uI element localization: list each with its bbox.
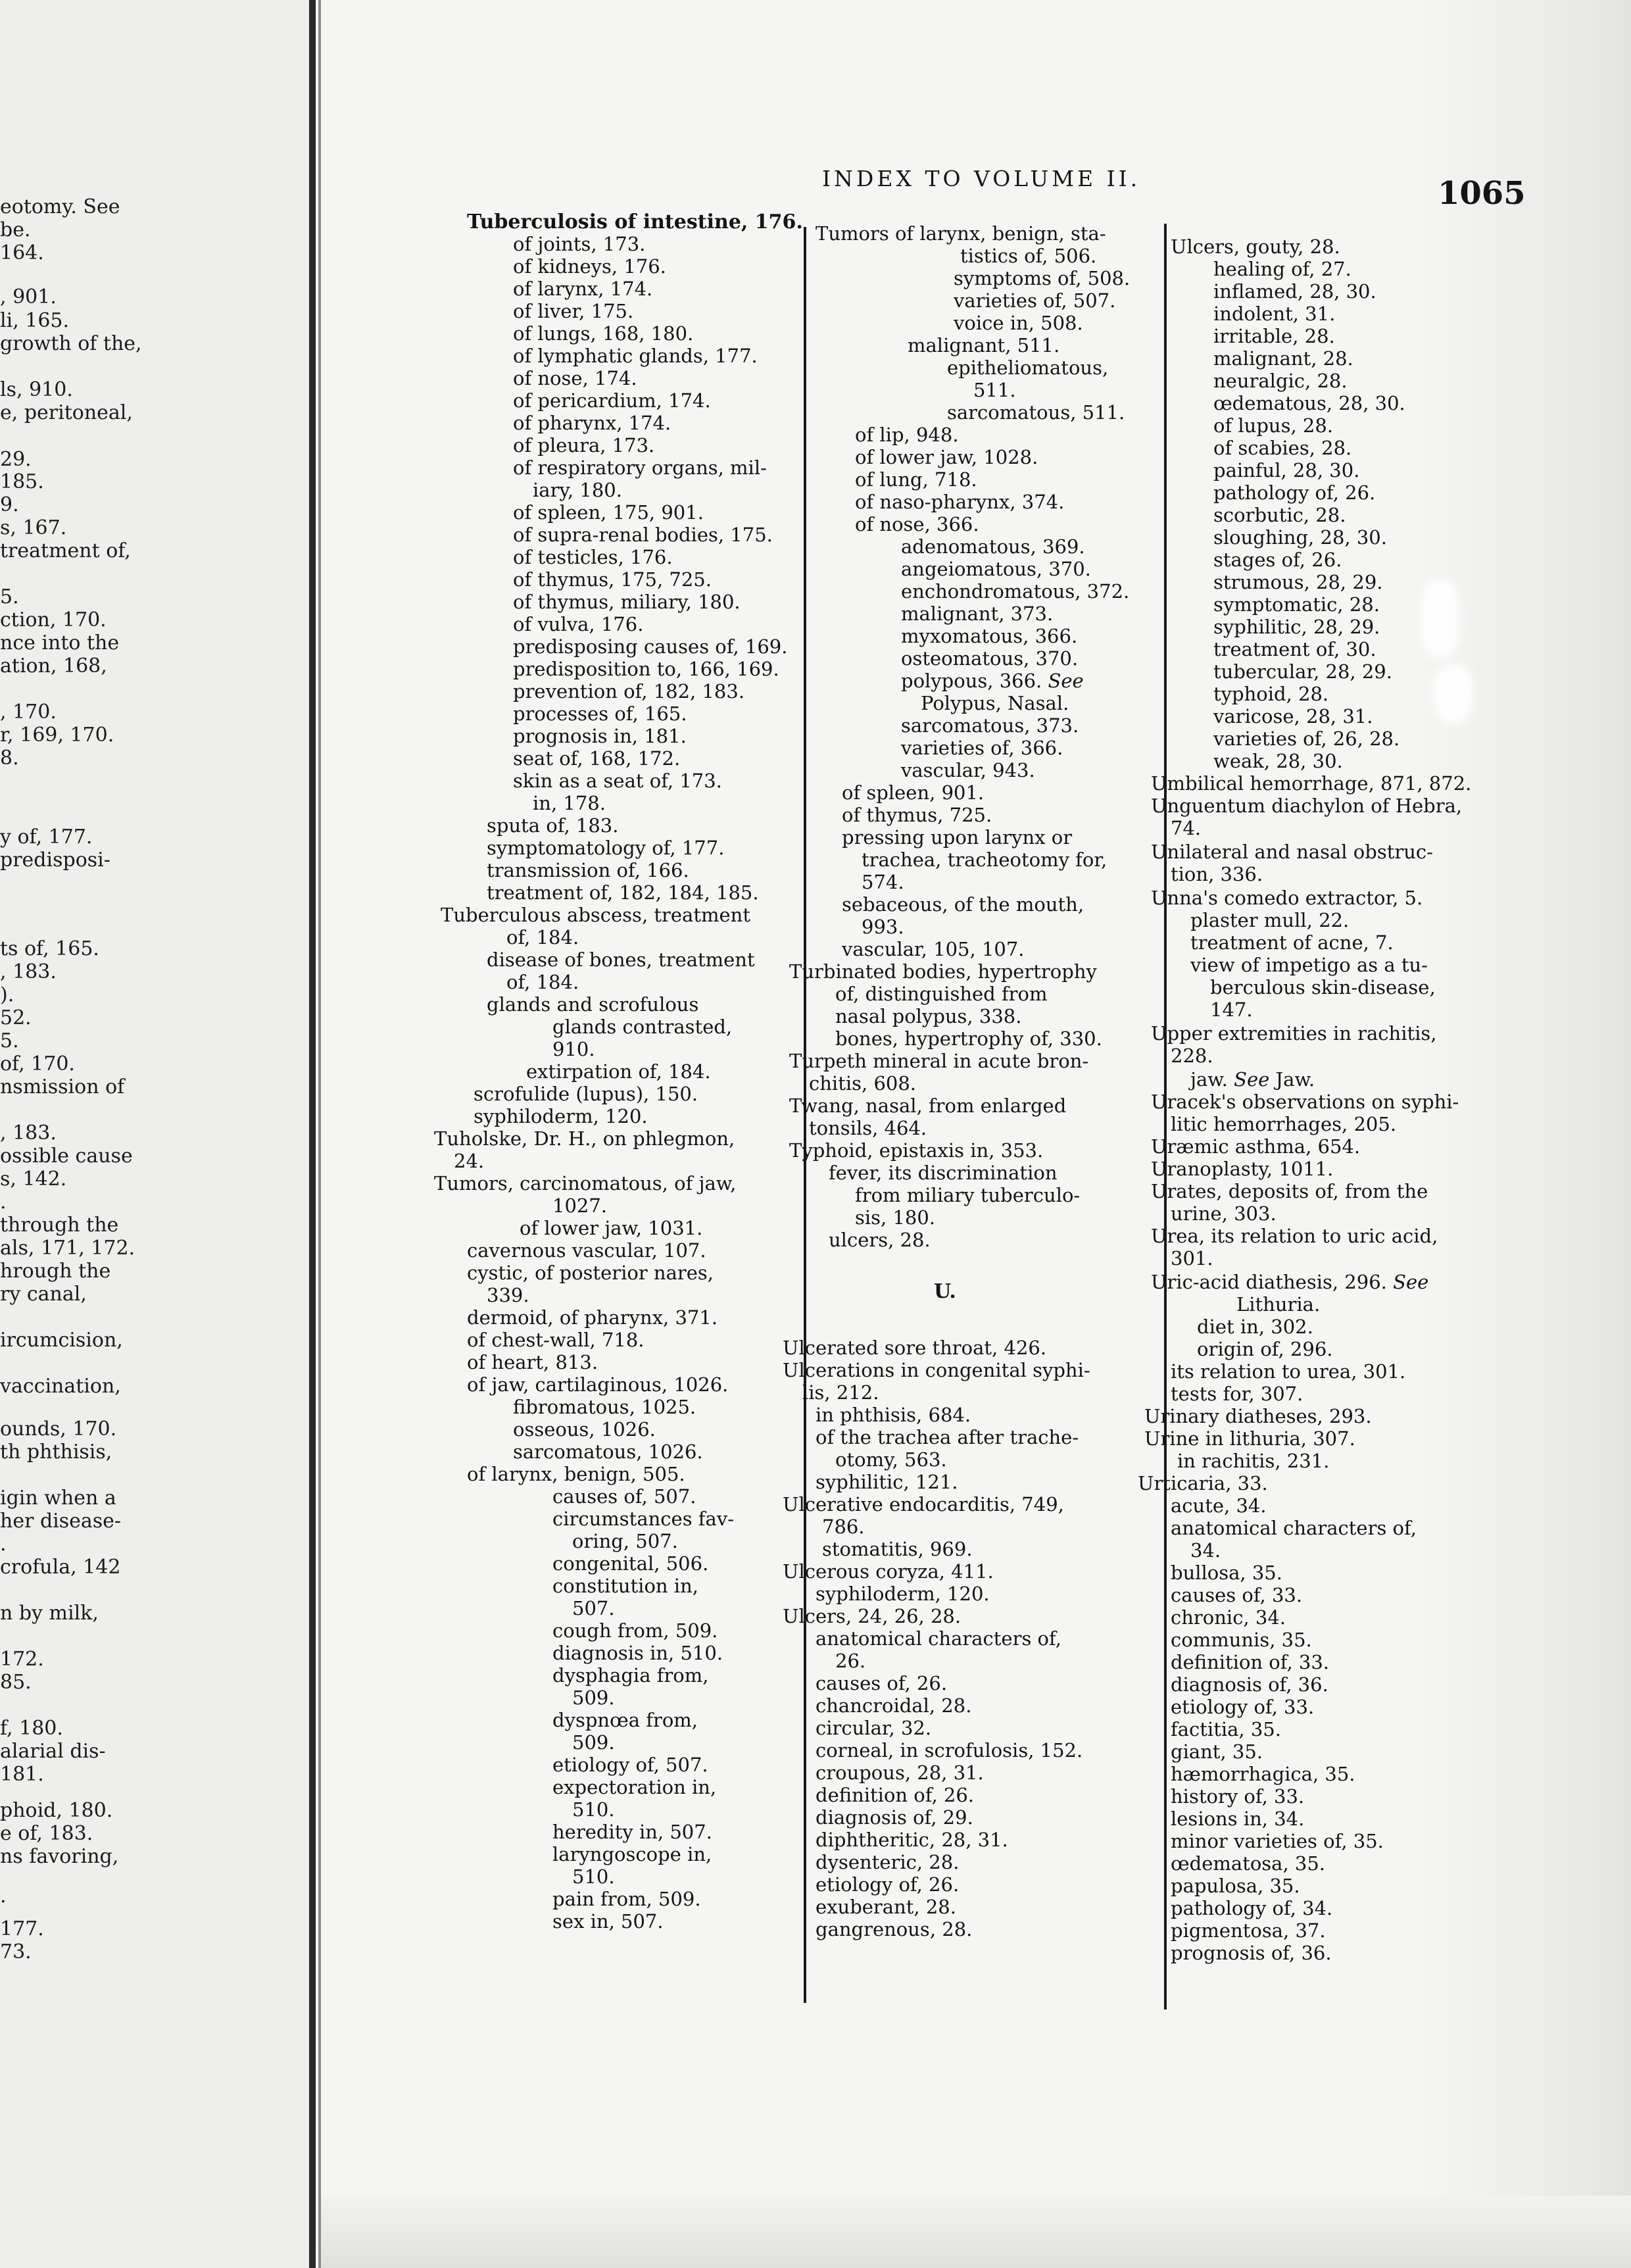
index-entry: pressing upon larynx or [842,826,1073,849]
facing-page-text: growth of the, [0,332,142,355]
index-entry: fever, its discrimination [829,1162,1058,1184]
index-entry: dysenteric, 28. [816,1851,960,1873]
index-entry: in, 178. [533,792,606,814]
index-entry: painful, 28, 30. [1213,459,1360,481]
index-entry: view of impetigo as a tu- [1190,954,1428,976]
index-entry: of supra-renal bodies, 175. [513,524,773,546]
facing-page-text: 52. [0,1006,32,1029]
facing-page-text: ounds, 170. [0,1418,117,1441]
index-entry: its relation to urea, 301. [1171,1360,1406,1383]
index-entry: history of, 33. [1171,1785,1305,1808]
index-entry: of lip, 948. [855,424,959,446]
index-entry: of liver, 175. [513,300,634,322]
facing-page-text: , 183. [0,960,57,983]
index-entry: sarcomatous, 511. [947,401,1125,424]
index-entry: anatomical characters of, [1171,1517,1417,1539]
index-entry: Upper extremities in rachitis, [1151,1022,1437,1045]
index-entry: 510. [572,1865,615,1888]
index-entry: giant, 35. [1171,1740,1263,1763]
facing-page-text: ls, 910. [0,378,73,401]
facing-page-text: 5. [0,1029,19,1052]
facing-page-text: ircumcision, [0,1329,123,1352]
index-entry: syphiloderm, 120. [474,1105,648,1127]
index-entry: treatment of, 30. [1213,638,1376,660]
column-rule-2 [1164,224,1167,2009]
index-entry: factitia, 35. [1171,1718,1281,1740]
index-entry: strumous, 28, 29. [1213,571,1383,593]
section-letter-heading: U. [934,1280,956,1303]
index-entry: varieties of, 366. [901,737,1063,759]
index-entry: dysphagia from, [552,1664,709,1687]
index-entry: seat of, 168, 172. [513,747,681,770]
facing-page-fragment [0,0,309,2268]
index-entry: Ulcerous coryza, 411. [783,1560,994,1583]
index-entry: of, distinguished from [835,983,1048,1005]
index-entry: sex in, 507. [552,1910,664,1933]
facing-page-text: of, 170. [0,1052,75,1075]
index-entry: processes of, 165. [513,703,687,725]
facing-page-text: ry canal, [0,1283,87,1306]
index-entry: Uræmic asthma, 654. [1151,1135,1361,1158]
index-entry: minor varieties of, 35. [1171,1830,1384,1852]
index-entry: of naso-pharynx, 374. [855,491,1065,513]
facing-page-text: . [0,1885,7,1908]
index-entry: sarcomatous, 1026. [513,1441,703,1463]
index-entry: chancroidal, 28. [816,1694,972,1717]
facing-page-text: th phthisis, [0,1441,112,1464]
index-entry: of pleura, 173. [513,434,655,456]
index-entry: prevention of, 182, 183. [513,680,745,703]
index-entry: osteomatous, 370. [901,647,1079,670]
page-gutter-shadow [309,0,316,2268]
index-entry: of vulva, 176. [513,613,644,635]
index-entry: of joints, 173. [513,233,646,255]
index-entry: constitution in, [552,1575,698,1597]
index-entry: of lungs, 168, 180. [513,322,694,345]
index-entry: of pharynx, 174. [513,412,671,434]
facing-page-text: f, 180. [0,1717,63,1740]
facing-page-text: phoid, 180. [0,1799,113,1822]
index-entry: inflamed, 28, 30. [1213,280,1376,303]
index-entry: varieties of, 507. [954,289,1116,312]
paper-damage-mark [1421,579,1460,658]
running-header: INDEX TO VOLUME II. [822,166,1141,191]
index-entry: pathology of, 26. [1213,481,1376,504]
index-entry: Turpeth mineral in acute bron- [789,1050,1089,1072]
index-entry: 910. [552,1038,595,1060]
index-entry: of heart, 813. [467,1351,598,1373]
index-entry: 507. [572,1597,615,1619]
index-entry: sarcomatous, 373. [901,714,1079,737]
facing-page-text: nsmission of [0,1075,125,1098]
index-entry: treatment of, 182, 184, 185. [487,881,759,904]
index-entry: of jaw, cartilaginous, 1026. [467,1373,729,1396]
facing-page-text: ts of, 165. [0,937,99,960]
facing-page-text: through the [0,1214,119,1237]
index-entry: transmission of, 166. [487,859,689,881]
index-entry: trachea, tracheotomy for, [862,849,1108,871]
index-entry: sputa of, 183. [487,814,619,837]
facing-page-text: , 901. [0,285,57,308]
index-entry: sloughing, 28, 30. [1213,526,1387,549]
facing-page-text: 5. [0,585,19,608]
facing-page-text: , 183. [0,1122,57,1145]
index-entry: 228. [1171,1045,1213,1067]
index-entry: of larynx, benign, 505. [467,1463,685,1485]
index-entry: chitis, 608. [809,1072,917,1095]
index-entry: berculous skin-disease, [1210,976,1436,998]
index-entry: of thymus, 175, 725. [513,568,712,591]
facing-page-text: s, 142. [0,1168,67,1191]
index-entry: stomatitis, 969. [822,1538,973,1560]
index-entry: Ulcerations in congenital syphi- [783,1359,1090,1381]
facing-page-text: alarial dis- [0,1740,106,1763]
index-entry: vascular, 943. [901,759,1035,781]
index-entry: Uranoplasty, 1011. [1151,1158,1334,1180]
index-entry: of pericardium, 174. [513,389,711,412]
facing-page-text: n by milk, [0,1602,99,1625]
index-entry: Unna's comedo extractor, 5. [1151,887,1423,909]
index-entry: Tuberculous abscess, treatment [441,904,750,926]
index-entry: symptomatology of, 177. [487,837,725,859]
index-entry: of lupus, 28. [1213,414,1334,437]
index-entry: Twang, nasal, from enlarged [789,1095,1067,1117]
facing-page-text: . [0,1533,7,1556]
index-entry: in phthisis, 684. [816,1404,971,1426]
index-entry: varicose, 28, 31. [1213,705,1373,727]
index-entry: urine, 303. [1171,1202,1277,1225]
index-entry: œdematosa, 35. [1171,1852,1326,1875]
index-entry: tion, 336. [1171,863,1263,885]
facing-page-text: treatment of, [0,539,131,562]
index-entry: etiology of, 507. [552,1754,708,1776]
index-entry: sebaceous, of the mouth, [842,893,1084,916]
index-entry: Typhoid, epistaxis in, 353. [789,1139,1044,1162]
index-entry: pain from, 509. [552,1888,701,1910]
facing-page-text: ossible cause [0,1145,133,1168]
index-entry: 34. [1190,1539,1221,1562]
index-entry: Unguentum diachylon of Hebra, [1151,795,1463,817]
index-entry: Urticaria, 33. [1138,1472,1268,1494]
facing-page-text: ction, 170. [0,608,107,631]
index-entry: of nose, 174. [513,367,637,389]
facing-page-text: crofula, 142 [0,1556,121,1579]
index-entry: of larynx, 174. [513,278,653,300]
facing-page-text: igin when a [0,1487,116,1510]
index-entry: nasal polypus, 338. [835,1005,1022,1027]
index-entry: of, 184. [506,926,579,949]
index-entry: Umbilical hemorrhage, 871, 872. [1151,772,1472,795]
page-bottom-margin [321,2196,1631,2268]
index-entry: of lymphatic glands, 177. [513,345,758,367]
index-entry: scorbutic, 28. [1213,504,1346,526]
index-entry: polypous, 366. See [901,670,1084,692]
facing-page-text: ation, 168, [0,654,107,678]
index-entry: scrofulide (lupus), 150. [474,1083,698,1105]
index-entry: skin as a seat of, 173. [513,770,722,792]
index-entry: from miliary tuberculo- [855,1184,1081,1206]
index-entry: 301. [1171,1247,1213,1270]
index-entry: irritable, 28. [1213,325,1335,347]
index-entry: Uric-acid diathesis, 296. See [1151,1271,1429,1293]
index-entry: tonsils, 464. [809,1117,927,1139]
index-entry: pigmentosa, 37. [1171,1919,1326,1942]
index-entry: corneal, in scrofulosis, 152. [816,1739,1083,1762]
index-entry: croupous, 28, 31. [816,1762,984,1784]
index-entry: 74. [1171,817,1202,839]
index-entry: 339. [487,1284,529,1306]
facing-page-text: li, 165. [0,309,70,332]
facing-page-text: 73. [0,1940,32,1963]
facing-page-text: , 170. [0,701,57,724]
index-entry: 1027. [552,1195,608,1217]
index-entry: Ulcerated sore throat, 426. [783,1337,1047,1359]
index-entry: of respiratory organs, mil- [513,456,767,479]
facing-page-text: 177. [0,1917,44,1940]
index-entry: definition of, 33. [1171,1651,1330,1673]
facing-page-text: e of, 183. [0,1822,93,1845]
index-entry: cystic, of posterior nares, [467,1262,714,1284]
index-entry: Unilateral and nasal obstruc- [1151,841,1433,863]
facing-page-text: 29. [0,448,32,471]
index-entry: of kidneys, 176. [513,255,666,278]
index-entry: lis, 212. [802,1381,879,1404]
facing-page-text: 181. [0,1763,44,1786]
facing-page-text: r, 169, 170. [0,724,114,747]
index-entry: predisposing causes of, 169. [513,635,788,658]
facing-page-text: her disease- [0,1510,122,1533]
index-entry: chronic, 34. [1171,1606,1286,1629]
index-entry: tistics of, 506. [960,245,1097,267]
index-entry: circumstances fav- [552,1508,735,1530]
index-entry: otomy, 563. [835,1448,947,1471]
index-entry: bullosa, 35. [1171,1562,1282,1584]
index-entry: sis, 180. [855,1206,936,1229]
facing-page-text: ns favoring, [0,1845,119,1868]
index-entry: Urea, its relation to uric acid, [1151,1225,1438,1247]
index-entry: Tumors of larynx, benign, sta- [816,222,1106,245]
facing-page-text: vaccination, [0,1375,121,1398]
index-entry: enchondromatous, 372. [901,580,1130,603]
index-entry: dyspnœa from, [552,1709,698,1731]
index-entry: cavernous vascular, 107. [467,1239,706,1262]
facing-page-text: hrough the [0,1260,111,1283]
index-entry: 147. [1210,998,1253,1021]
facing-page-text: y of, 177. [0,826,93,849]
facing-page-text: 9. [0,493,19,516]
index-entry: 511. [973,379,1016,401]
page-number: 1065 [1438,175,1526,212]
index-entry: of chest-wall, 718. [467,1329,645,1351]
index-entry: plaster mull, 22. [1190,909,1350,931]
index-entry: healing of, 27. [1213,258,1351,280]
facing-page-text: predisposi- [0,849,110,872]
facing-page-text: eotomy. See [0,195,120,218]
index-entry: syphiloderm, 120. [816,1583,990,1605]
index-entry: neuralgic, 28. [1213,370,1348,392]
index-entry: 24. [454,1150,485,1172]
index-entry: papulosa, 35. [1171,1875,1300,1897]
index-entry: jaw. See Jaw. [1190,1068,1315,1091]
index-entry: of the trachea after trache- [816,1426,1079,1448]
index-entry: hæmorrhagica, 35. [1171,1763,1355,1785]
index-entry: of spleen, 175, 901. [513,501,704,524]
index-entry: Ulcerative endocarditis, 749, [783,1493,1064,1516]
index-entry: extirpation of, 184. [526,1060,711,1083]
index-entry: communis, 35. [1171,1629,1312,1651]
index-entry: of lower jaw, 1028. [855,446,1038,468]
index-entry: laryngoscope in, [552,1843,712,1865]
index-entry: circular, 32. [816,1717,932,1739]
facing-page-text: s, 167. [0,516,67,539]
index-entry: of, 184. [506,971,579,993]
index-entry: definition of, 26. [816,1784,975,1806]
index-entry: dermoid, of pharynx, 371. [467,1306,718,1329]
index-entry: of lung, 718. [855,468,977,491]
index-entry: bones, hypertrophy of, 330. [835,1027,1102,1050]
index-entry: Tuholske, Dr. H., on phlegmon, [434,1127,735,1150]
index-entry: etiology of, 26. [816,1873,960,1896]
index-entry: Lithuria. [1236,1293,1321,1316]
index-entry: disease of bones, treatment [487,949,755,971]
index-entry: prognosis in, 181. [513,725,687,747]
index-entry: myxomatous, 366. [901,625,1078,647]
index-entry: epitheliomatous, [947,357,1109,379]
index-entry: 786. [822,1516,865,1538]
index-entry: Urates, deposits of, from the [1151,1180,1428,1202]
index-entry: origin of, 296. [1197,1338,1333,1360]
index-entry: syphilitic, 28, 29. [1213,616,1380,638]
index-entry: of spleen, 901. [842,781,985,804]
index-entry: iary, 180. [533,479,622,501]
index-entry: osseous, 1026. [513,1418,656,1441]
index-entry: stages of, 26. [1213,549,1342,571]
index-entry: in rachitis, 231. [1177,1450,1330,1472]
index-entry: gangrenous, 28. [816,1918,973,1940]
index-entry: acute, 34. [1171,1494,1267,1517]
index-entry: of lower jaw, 1031. [520,1217,703,1239]
index-entry: cough from, 509. [552,1619,718,1642]
index-entry: of thymus, 725. [842,804,992,826]
index-entry: 993. [862,916,904,938]
paper-damage-mark [1434,664,1473,724]
index-entry: Polypus, Nasal. [921,692,1069,714]
facing-page-text: e, peritoneal, [0,401,133,424]
facing-page-text: 8. [0,747,19,770]
index-entry: litic hemorrhages, 205. [1171,1113,1397,1135]
index-entry: typhoid, 28. [1213,683,1329,705]
index-entry: malignant, 373. [901,603,1054,625]
index-entry: anatomical characters of, [816,1627,1061,1650]
index-entry: 510. [572,1798,615,1821]
index-entry: 509. [572,1687,615,1709]
index-entry: ulcers, 28. [829,1229,931,1251]
index-entry: Turbinated bodies, hypertrophy [789,960,1097,983]
index-entry: diagnosis of, 29. [816,1806,973,1829]
facing-page-text: 164. [0,241,44,264]
index-entry: Urinary diatheses, 293. [1144,1405,1372,1427]
index-entry: diagnosis of, 36. [1171,1673,1328,1696]
facing-page-text: als, 171, 172. [0,1237,135,1260]
index-entry: of thymus, miliary, 180. [513,591,741,613]
facing-page-text: ). [0,983,14,1006]
index-entry: heredity in, 507. [552,1821,712,1843]
index-entry: Ulcers, 24, 26, 28. [783,1605,962,1627]
index-entry: Urine in lithuria, 307. [1144,1427,1355,1450]
index-entry: expectoration in, [552,1776,717,1798]
index-entry: tests for, 307. [1171,1383,1303,1405]
index-entry: Tuberculosis of intestine, 176. [467,210,803,234]
index-entry: angeiomatous, 370. [901,558,1091,580]
index-entry: of nose, 366. [855,513,979,535]
index-entry: oring, 507. [572,1530,678,1552]
index-entry: 574. [862,871,904,893]
index-entry: symptoms of, 508. [954,267,1131,289]
index-entry: congenital, 506. [552,1552,709,1575]
index-entry: diagnosis in, 510. [552,1642,723,1664]
index-entry: 26. [835,1650,866,1672]
index-entry: syphilitic, 121. [816,1471,958,1493]
index-entry: predisposition to, 166, 169. [513,658,779,680]
facing-page-text: 85. [0,1671,32,1694]
facing-page-text: be. [0,218,31,241]
index-entry: diet in, 302. [1197,1316,1313,1338]
index-entry: 509. [572,1731,615,1754]
index-entry: causes of, 26. [816,1672,948,1694]
index-entry: glands contrasted, [552,1016,733,1038]
index-entry: prognosis of, 36. [1171,1942,1332,1964]
index-entry: adenomatous, 369. [901,535,1085,558]
facing-page-text: 172. [0,1648,44,1671]
index-entry: diphtheritic, 28, 31. [816,1829,1008,1851]
facing-page-text: nce into the [0,631,120,654]
index-entry: malignant, 511. [908,334,1060,357]
index-entry: voice in, 508. [954,312,1083,334]
index-entry: fibromatous, 1025. [513,1396,696,1418]
index-entry: of testicles, 176. [513,546,673,568]
page-gutter-edge [318,0,321,2268]
index-entry: etiology of, 33. [1171,1696,1315,1718]
index-entry: tubercular, 28, 29. [1213,660,1392,683]
facing-page-text: 185. [0,470,44,493]
index-entry: exuberant, 28. [816,1896,956,1918]
index-entry: varieties of, 26, 28. [1213,727,1400,750]
index-entry: indolent, 31. [1213,303,1336,325]
index-entry: Uracek's observations on syphi- [1151,1091,1459,1113]
index-entry: causes of, 33. [1171,1584,1303,1606]
index-entry: weak, 28, 30. [1213,750,1343,772]
index-entry: œdematous, 28, 30. [1213,392,1405,414]
index-entry: pathology of, 34. [1171,1897,1333,1919]
facing-page-text: . [0,1191,7,1214]
index-entry: vascular, 105, 107. [842,938,1025,960]
index-entry: malignant, 28. [1213,347,1353,370]
index-entry: of scabies, 28. [1213,437,1352,459]
index-entry: causes of, 507. [552,1485,696,1508]
index-entry: symptomatic, 28. [1213,593,1380,616]
index-entry: Tumors, carcinomatous, of jaw, [434,1172,737,1195]
index-entry: treatment of acne, 7. [1190,931,1394,954]
index-entry: Ulcers, gouty, 28. [1171,235,1340,258]
index-entry: glands and scrofulous [487,993,699,1016]
index-entry: lesions in, 34. [1171,1808,1305,1830]
